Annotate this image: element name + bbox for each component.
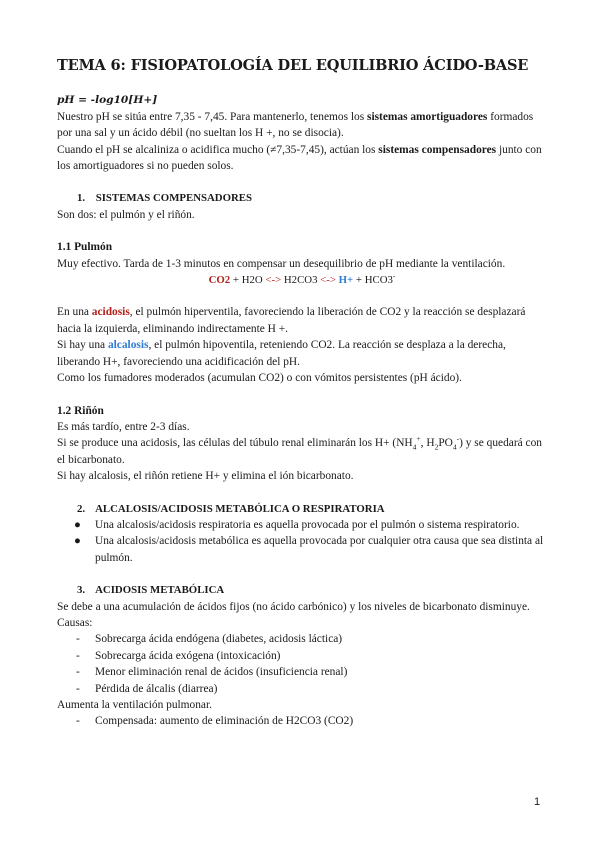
dash-marker: - <box>76 649 80 662</box>
subsection-1-1-title: 1.1 Pulmón <box>57 241 113 254</box>
list-item <box>57 533 547 566</box>
intro-paragraph-1 <box>57 109 547 142</box>
eq-hco3: + HCO3 <box>353 274 393 287</box>
smokers-paragraph: Como los fumadores moderados (acumulan CO2) o con vómitos persistentes (pH ácido). <box>57 372 462 385</box>
intro-p2-bold: sistemas compensadores <box>378 143 497 156</box>
alcalosis-text-a: Si hay una <box>57 339 108 352</box>
list-item <box>57 648 547 664</box>
list-item <box>57 713 547 729</box>
ventilation-text: Aumenta la ventilación pulmonar. <box>57 699 212 711</box>
acidosis-text-a: En una <box>57 306 92 319</box>
bullet-marker: ● <box>74 535 81 548</box>
subsection-1-2-title: 1.2 Riñón <box>57 404 104 417</box>
list-item-text: Sobrecarga ácida exógena (intoxicación) <box>95 649 281 662</box>
list-item-text: Menor eliminación renal de ácidos (insuficiencia renal) <box>95 666 348 679</box>
eq-hplus: H+ <box>335 274 354 287</box>
section-1-title: SISTEMAS COMPENSADORES <box>95 192 252 205</box>
section-3-title: ACIDOSIS METABÓLICA <box>95 584 225 597</box>
section-2-number: 2. <box>77 502 86 515</box>
intro-p1-text-c: formados por una sal y un ácido débil (no sueltan los H +, no se disocia). <box>57 110 534 140</box>
kidney-paragraph-3: Si hay alcalosis, el riñón retiene H+ y elimina el ión bicarbonato. <box>57 470 354 483</box>
list-item <box>57 681 547 697</box>
kidney-p2-c: PO <box>438 437 453 450</box>
compensation-list <box>57 713 547 729</box>
list-item-text: Pérdida de álcalis (diarrea) <box>95 682 218 695</box>
po4-subscript: 4 <box>452 442 457 452</box>
document-title: TEMA 6: FISIOPATOLOGÍA DEL EQUILIBRIO ÁCIDO-BASE <box>57 57 529 74</box>
alcalosis-text-c: , el pulmón hipoventila, reteniendo CO2. La reacción se desplaza a la derecha, liberando H+, favoreciendo una acidificación del pH. <box>57 339 506 368</box>
section-2-bullet-list <box>57 517 547 566</box>
intro-paragraph-2 <box>57 142 547 175</box>
eq-h2o: + H2O <box>230 274 266 287</box>
alcalosis-term: alcalosis <box>107 339 149 352</box>
nh4-charge: + <box>416 434 421 444</box>
dash-marker: - <box>76 633 80 646</box>
list-item-text: Sobrecarga ácida endógena (diabetes, acidosis láctica) <box>95 633 343 646</box>
causes-label: Causas: <box>57 616 93 629</box>
list-item <box>57 664 547 680</box>
eq-arrow-2: <-> <box>320 274 336 287</box>
eq-hco3-charge: - <box>392 271 396 281</box>
kidney-paragraph-2 <box>57 435 547 468</box>
h2-subscript: 2 <box>434 442 439 452</box>
eq-co2: CO2 <box>208 274 231 287</box>
acidosis-text-c: , el pulmón hiperventila, favoreciendo la liberación de CO2 y la reacción se desplazará hacia la izquierda, eliminando indirectamente H +. <box>57 306 526 335</box>
list-item-text: Una alcalosis/acidosis metabólica es aquella provocada por cualquier otra causa que sea distinta al pulmón. <box>95 535 544 564</box>
kidney-p2-b: , H <box>420 437 435 450</box>
section-1-heading <box>77 190 547 206</box>
intro-p2-text-a: Cuando el pH se alcaliniza o acidifica mucho (≠7,35-7,45), actúan los <box>57 143 379 156</box>
intro-p1-bold: sistemas amortiguadores <box>367 110 488 123</box>
eq-h2co3: H2CO3 <box>281 274 321 287</box>
nh4-subscript: 4 <box>412 442 417 452</box>
list-item-text: Una alcalosis/acidosis respiratoria es aquella provocada por el pulmón o sistema respiratorio. <box>95 518 520 531</box>
intro-p2-text-c: junto con los amortiguadores si no pueden solos. <box>57 143 542 173</box>
bullet-marker: ● <box>74 518 81 531</box>
ph-formula: pH = -log10[H+] <box>57 94 158 107</box>
kidney-p2-a: Si se produce una acidosis, las células del túbulo renal eliminarán los H+ (NH <box>57 437 413 450</box>
po4-charge: - <box>456 434 460 444</box>
page-number: 1 <box>534 796 541 808</box>
list-item-text: Compensada: aumento de eliminación de H2CO3 (CO2) <box>95 715 354 728</box>
intro-p1-text-a: Nuestro pH se sitúa entre 7,35 - 7,45. Para mantenerlo, tenemos los <box>57 110 368 123</box>
kidney-paragraph-1: Es más tardío, entre 2-3 días. <box>57 420 190 433</box>
document-page <box>57 58 547 730</box>
section-2-title: ALCALOSIS/ACIDOSIS METABÓLICA O RESPIRATORIA <box>95 502 385 515</box>
section-1-text: Son dos: el pulmón y el riñón. <box>57 208 195 221</box>
section-1-number: 1. <box>77 192 86 205</box>
bicarbonate-equation <box>57 272 547 288</box>
eq-arrow-1: <-> <box>265 274 282 287</box>
alcalosis-paragraph <box>57 337 547 370</box>
section-3-number: 3. <box>77 584 86 597</box>
dash-marker: - <box>76 682 80 695</box>
list-item <box>57 631 547 647</box>
section-3-text: Se debe a una acumulación de ácidos fijos (no ácido carbónico) y los niveles de bicarbonato disminuye. <box>57 600 530 613</box>
dash-marker: - <box>76 715 80 728</box>
dash-marker: - <box>76 666 80 679</box>
kidney-p2-d: ) y se quedará con el bicarbonato. <box>57 437 542 466</box>
list-item <box>57 517 547 533</box>
causes-list <box>57 631 547 697</box>
section-2-heading <box>77 501 547 517</box>
acidosis-term: acidosis <box>91 306 130 319</box>
section-3-heading <box>77 582 547 598</box>
acidosis-paragraph <box>57 304 547 337</box>
subsection-1-1-text: Muy efectivo. Tarda de 1-3 minutos en compensar un desequilibrio de pH mediante la ventilación. <box>57 257 506 270</box>
